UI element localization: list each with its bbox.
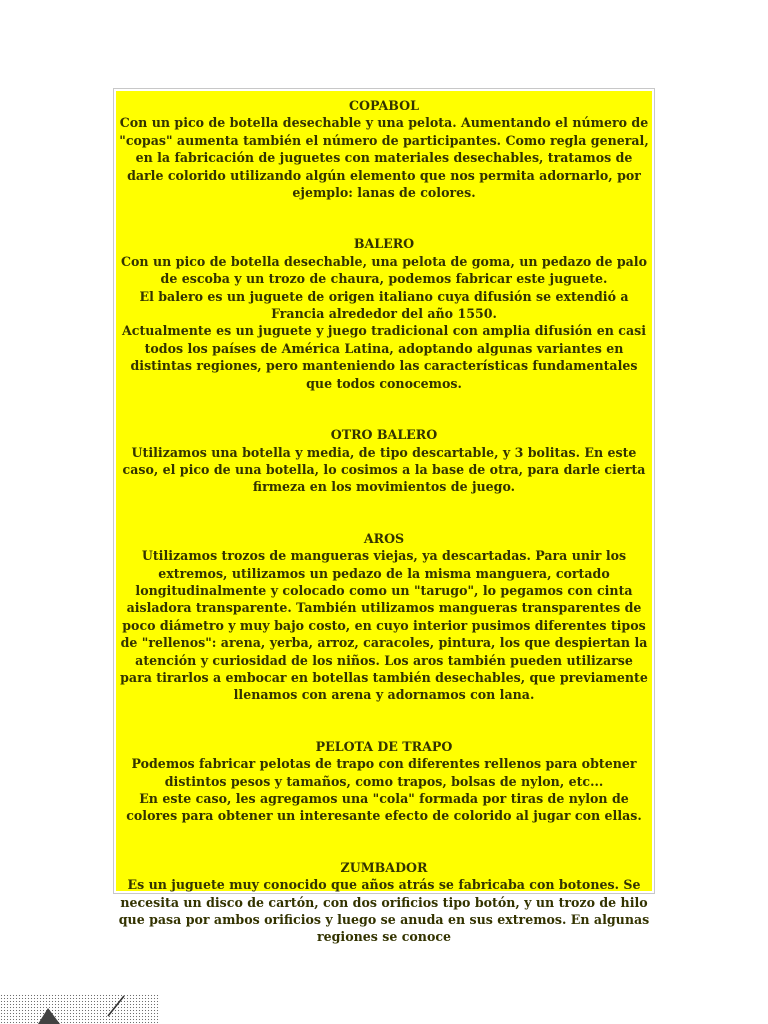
dithered-shape-icon <box>0 994 160 1024</box>
section-paragraph: Utilizamos trozos de mangueras viejas, ya descartadas. Para unir los extremos, utilizamos un pedazo de la misma manguera, cortado longitudinalmente y colocado como un "tarugo", lo pegamos con cinta aisladora transparente. También utilizamos mangueras transparentes de poco diámetro y muy bajo costo, en cuyo interior pusimos diferentes tipos de "rellenos": arena, yerba, arroz, caracoles, pintura, los que despiertan la atención y curiosidad de los niños. Los aros también pueden utilizarse para tirarlos a embocar en botellas también desechables, que previamente llenamos con arena y adornamos con lana. <box>120 548 648 703</box>
section-title: AROS <box>363 530 405 546</box>
section-title: PELOTA DE TRAPO <box>315 738 453 754</box>
section-paragraph: El balero es un juguete de origen italiano cuya difusión se extendió a Francia alrededor del año 1550. <box>139 288 629 322</box>
section-paragraph: Actualmente es un juguete y juego tradicional con amplia difusión en casi todos los países de América Latina, adoptando algunas variantes en distintas regiones, pero manteniendo las características fundamentales que todos conocemos. <box>122 323 646 391</box>
section-title: BALERO <box>353 236 415 252</box>
section-paragraph: En este caso, les agregamos una "cola" formada por tiras de nylon de colores para obtener un interesante efecto de colorido al jugar con ellas. <box>126 791 642 824</box>
section-pelota-de-trapo <box>118 738 650 825</box>
section-paragraph: Utilizamos una botella y media, de tipo descartable, y 3 bolitas. En este caso, el pico de una botella, lo cosimos a la base de otra, para darle cierta firmeza en los movimientos de juego. <box>122 444 646 495</box>
section-copabol <box>118 97 650 201</box>
section-zumbador <box>118 859 650 946</box>
section-aros <box>118 530 650 704</box>
section-title: COPABOL <box>348 98 420 113</box>
document-page <box>113 88 655 945</box>
section-title: ZUMBADOR <box>340 859 428 875</box>
dithered-image-fragment <box>0 994 160 1024</box>
section-paragraph: Con un pico de botella desechable y una pelota. Aumentando el número de "copas" aumenta también el número de participantes. Como regla general, en la fabricación de juguetes con materiales desechables, tratamos de darle colorido utilizando algún elemento que nos permita adornarlo, por ejemplo: lanas de colores. <box>119 115 649 201</box>
section-otro-balero <box>118 426 650 496</box>
section-paragraph: Con un pico de botella desechable, una pelota de goma, un pedazo de palo de escoba y un trozo de chaura, podemos fabricar este juguete. <box>121 253 647 287</box>
yellow-text-panel <box>116 91 652 945</box>
section-balero <box>118 235 650 392</box>
section-paragraph: Podemos fabricar pelotas de trapo con diferentes rellenos para obtener distintos pesos y tamaños, como trapos, bolsas de nylon, etc... <box>131 756 637 789</box>
section-paragraph: Es un juguete muy conocido que años atrás se fabricaba con botones. Se necesita un disco de cartón, con dos orificios tipo botón, y un trozo de hilo que pasa por ambos orificios y luego se anuda en sus extremos. En algunas regiones se conoce <box>118 877 650 945</box>
section-title: OTRO BALERO <box>330 427 438 443</box>
